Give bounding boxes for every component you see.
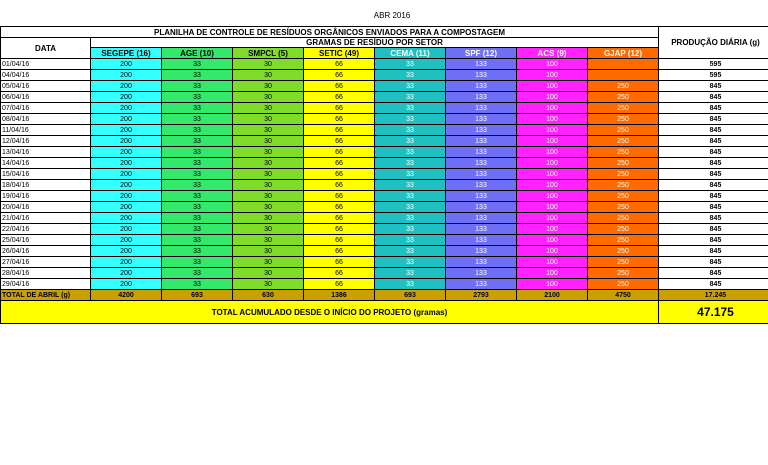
value-cell-gjap: 250 [588,169,659,180]
value-cell-age: 33 [162,136,233,147]
value-cell-setic: 66 [304,158,375,169]
value-cell-acs: 100 [517,257,588,268]
value-cell-acs: 100 [517,147,588,158]
value-cell-gjap: 250 [588,103,659,114]
table-row [1,92,768,103]
value-cell-acs: 100 [517,125,588,136]
value-cell-spf: 133 [446,158,517,169]
value-cell-setic: 66 [304,136,375,147]
value-cell-gjap: 250 [588,279,659,290]
value-cell-smpcl: 30 [233,257,304,268]
value-cell-smpcl: 30 [233,70,304,81]
value-cell-cema: 33 [375,92,446,103]
value-cell-gjap: 250 [588,202,659,213]
daily-production-cell: 845 [659,202,768,213]
value-cell-gjap: 250 [588,180,659,191]
total-age: 693 [162,290,233,301]
value-cell-smpcl: 30 [233,180,304,191]
total-daily: 17.245 [659,290,768,301]
value-cell-cema: 33 [375,213,446,224]
accumulated-value: 47.175 [659,301,768,324]
value-cell-gjap: 250 [588,246,659,257]
sheet-title: PLANILHA DE CONTROLE DE RESÍDUOS ORGÂNICOS ENVIADOS PARA A COMPOSTAGEM [1,27,659,38]
daily-production-cell: 845 [659,81,768,92]
daily-production-cell: 845 [659,103,768,114]
value-cell-cema: 33 [375,257,446,268]
value-cell-setic: 66 [304,246,375,257]
value-cell-setic: 66 [304,224,375,235]
table-row [1,125,768,136]
value-cell-acs: 100 [517,114,588,125]
value-cell-segepe: 200 [91,257,162,268]
value-cell-spf: 133 [446,169,517,180]
value-cell-spf: 133 [446,147,517,158]
value-cell-setic: 66 [304,147,375,158]
daily-production-cell: 845 [659,158,768,169]
date-cell: 13/04/16 [1,147,91,158]
value-cell-acs: 100 [517,224,588,235]
value-cell-segepe: 200 [91,246,162,257]
date-cell: 01/04/16 [1,59,91,70]
value-cell-age: 33 [162,180,233,191]
value-cell-smpcl: 30 [233,114,304,125]
value-cell-cema: 33 [375,158,446,169]
value-cell-gjap: 250 [588,235,659,246]
value-cell-setic: 66 [304,103,375,114]
date-cell: 26/04/16 [1,246,91,257]
value-cell-cema: 33 [375,180,446,191]
value-cell-age: 33 [162,257,233,268]
table-row [1,81,768,92]
value-cell-cema: 33 [375,169,446,180]
value-cell-spf: 133 [446,213,517,224]
daily-production-cell: 845 [659,279,768,290]
value-cell-cema: 33 [375,191,446,202]
table-row [1,169,768,180]
value-cell-spf: 133 [446,202,517,213]
value-cell-spf: 133 [446,191,517,202]
sector-header-age: AGE (10) [162,48,233,59]
daily-production-cell: 845 [659,224,768,235]
daily-production-cell: 845 [659,257,768,268]
value-cell-spf: 133 [446,279,517,290]
value-cell-age: 33 [162,70,233,81]
value-cell-segepe: 200 [91,70,162,81]
value-cell-gjap: 250 [588,114,659,125]
value-cell-segepe: 200 [91,268,162,279]
value-cell-setic: 66 [304,81,375,92]
date-cell: 28/04/16 [1,268,91,279]
date-cell: 20/04/16 [1,202,91,213]
value-cell-segepe: 200 [91,136,162,147]
total-acs: 2100 [517,290,588,301]
date-cell: 06/04/16 [1,92,91,103]
value-cell-smpcl: 30 [233,125,304,136]
date-cell: 25/04/16 [1,235,91,246]
period-label: ABR 2016 [373,11,411,20]
compost-control-sheet [0,26,768,324]
value-cell-setic: 66 [304,125,375,136]
value-cell-age: 33 [162,81,233,92]
value-cell-segepe: 200 [91,125,162,136]
daily-production-cell: 845 [659,147,768,158]
sector-header-acs: ACS (9) [517,48,588,59]
value-cell-setic: 66 [304,191,375,202]
value-cell-acs: 100 [517,92,588,103]
value-cell-age: 33 [162,202,233,213]
value-cell-setic: 66 [304,92,375,103]
value-cell-gjap: 250 [588,158,659,169]
sector-header-spf: SPF (12) [446,48,517,59]
sector-header-row [1,48,768,59]
value-cell-cema: 33 [375,125,446,136]
value-cell-gjap: 250 [588,125,659,136]
value-cell-age: 33 [162,268,233,279]
value-cell-segepe: 200 [91,114,162,125]
total-cema: 693 [375,290,446,301]
value-cell-segepe: 200 [91,92,162,103]
value-cell-acs: 100 [517,279,588,290]
date-cell: 22/04/16 [1,224,91,235]
table-row [1,213,768,224]
value-cell-smpcl: 30 [233,136,304,147]
value-cell-acs: 100 [517,235,588,246]
value-cell-segepe: 200 [91,158,162,169]
value-cell-smpcl: 30 [233,246,304,257]
date-cell: 15/04/16 [1,169,91,180]
date-cell: 18/04/16 [1,180,91,191]
value-cell-gjap [588,59,659,70]
value-cell-spf: 133 [446,180,517,191]
value-cell-cema: 33 [375,235,446,246]
sector-header-segepe: SEGEPE (16) [91,48,162,59]
table-row [1,59,768,70]
value-cell-setic: 66 [304,257,375,268]
table-row [1,114,768,125]
table-row [1,235,768,246]
daily-production-cell: 845 [659,114,768,125]
total-smpcl: 630 [233,290,304,301]
value-cell-gjap: 250 [588,257,659,268]
daily-production-cell: 845 [659,180,768,191]
table-row [1,147,768,158]
value-cell-setic: 66 [304,180,375,191]
total-row [1,290,768,301]
table-row [1,158,768,169]
sector-header-cema: CEMA (11) [375,48,446,59]
total-gjap: 4750 [588,290,659,301]
value-cell-setic: 66 [304,268,375,279]
date-header: DATA [1,38,91,59]
value-cell-segepe: 200 [91,103,162,114]
table-row [1,268,768,279]
value-cell-segepe: 200 [91,59,162,70]
value-cell-spf: 133 [446,268,517,279]
value-cell-age: 33 [162,235,233,246]
date-cell: 14/04/16 [1,158,91,169]
value-cell-spf: 133 [446,59,517,70]
daily-production-cell: 845 [659,213,768,224]
value-cell-acs: 100 [517,202,588,213]
date-cell: 21/04/16 [1,213,91,224]
value-cell-cema: 33 [375,70,446,81]
daily-production-cell: 845 [659,268,768,279]
value-cell-spf: 133 [446,103,517,114]
value-cell-gjap [588,70,659,81]
daily-production-cell: 595 [659,59,768,70]
value-cell-setic: 66 [304,235,375,246]
value-cell-segepe: 200 [91,224,162,235]
value-cell-smpcl: 30 [233,158,304,169]
accumulated-label: TOTAL ACUMULADO DESDE O INÍCIO DO PROJETO (gramas) [1,301,659,324]
value-cell-acs: 100 [517,169,588,180]
value-cell-smpcl: 30 [233,224,304,235]
value-cell-acs: 100 [517,158,588,169]
value-cell-acs: 100 [517,191,588,202]
daily-production-cell: 845 [659,169,768,180]
value-cell-gjap: 250 [588,224,659,235]
value-cell-segepe: 200 [91,81,162,92]
table-row [1,202,768,213]
value-cell-spf: 133 [446,125,517,136]
daily-production-header: PRODUÇÃO DIÁRIA (g) [659,27,768,59]
value-cell-setic: 66 [304,213,375,224]
date-cell: 29/04/16 [1,279,91,290]
value-cell-spf: 133 [446,81,517,92]
value-cell-age: 33 [162,92,233,103]
value-cell-cema: 33 [375,224,446,235]
value-cell-age: 33 [162,246,233,257]
daily-production-cell: 845 [659,191,768,202]
date-cell: 27/04/16 [1,257,91,268]
table-row [1,279,768,290]
value-cell-smpcl: 30 [233,169,304,180]
value-cell-cema: 33 [375,136,446,147]
value-cell-acs: 100 [517,103,588,114]
value-cell-smpcl: 30 [233,279,304,290]
value-cell-cema: 33 [375,268,446,279]
value-cell-age: 33 [162,224,233,235]
value-cell-acs: 100 [517,213,588,224]
value-cell-segepe: 200 [91,169,162,180]
value-cell-smpcl: 30 [233,59,304,70]
daily-production-cell: 845 [659,246,768,257]
daily-production-cell: 595 [659,70,768,81]
value-cell-acs: 100 [517,180,588,191]
value-cell-smpcl: 30 [233,268,304,279]
value-cell-spf: 133 [446,70,517,81]
table-row [1,257,768,268]
value-cell-acs: 100 [517,136,588,147]
value-cell-age: 33 [162,114,233,125]
value-cell-segepe: 200 [91,202,162,213]
value-cell-age: 33 [162,103,233,114]
daily-production-cell: 845 [659,235,768,246]
value-cell-segepe: 200 [91,213,162,224]
value-cell-acs: 100 [517,81,588,92]
value-cell-setic: 66 [304,114,375,125]
value-cell-acs: 100 [517,59,588,70]
value-cell-setic: 66 [304,202,375,213]
value-cell-cema: 33 [375,246,446,257]
value-cell-acs: 100 [517,246,588,257]
value-cell-segepe: 200 [91,191,162,202]
total-label: TOTAL DE ABRIL (g) [1,290,91,301]
value-cell-gjap: 250 [588,268,659,279]
sector-header-setic: SETIC (49) [304,48,375,59]
value-cell-setic: 66 [304,169,375,180]
value-cell-smpcl: 30 [233,235,304,246]
value-cell-gjap: 250 [588,92,659,103]
total-setic: 1386 [304,290,375,301]
table-row [1,70,768,81]
value-cell-acs: 100 [517,70,588,81]
date-cell: 08/04/16 [1,114,91,125]
value-cell-smpcl: 30 [233,202,304,213]
daily-production-cell: 845 [659,125,768,136]
value-cell-spf: 133 [446,92,517,103]
value-cell-smpcl: 30 [233,147,304,158]
value-cell-spf: 133 [446,136,517,147]
value-cell-smpcl: 30 [233,92,304,103]
value-cell-cema: 33 [375,114,446,125]
accumulated-row [1,301,768,324]
value-cell-setic: 66 [304,59,375,70]
value-cell-setic: 66 [304,70,375,81]
table-row [1,246,768,257]
table-row [1,224,768,235]
date-cell: 12/04/16 [1,136,91,147]
value-cell-spf: 133 [446,257,517,268]
table-row [1,103,768,114]
date-cell: 19/04/16 [1,191,91,202]
table-row [1,180,768,191]
date-cell: 11/04/16 [1,125,91,136]
grams-by-sector-header: GRAMAS DE RESÍDUO POR SETOR [91,38,659,48]
sector-header-smpcl: SMPCL (5) [233,48,304,59]
daily-production-cell: 845 [659,92,768,103]
value-cell-gjap: 250 [588,213,659,224]
value-cell-age: 33 [162,279,233,290]
value-cell-acs: 100 [517,268,588,279]
value-cell-cema: 33 [375,103,446,114]
value-cell-segepe: 200 [91,279,162,290]
value-cell-cema: 33 [375,279,446,290]
value-cell-cema: 33 [375,81,446,92]
value-cell-smpcl: 30 [233,213,304,224]
value-cell-smpcl: 30 [233,103,304,114]
date-cell: 04/04/16 [1,70,91,81]
value-cell-age: 33 [162,158,233,169]
total-spf: 2793 [446,290,517,301]
value-cell-spf: 133 [446,224,517,235]
value-cell-age: 33 [162,191,233,202]
value-cell-smpcl: 30 [233,81,304,92]
value-cell-segepe: 200 [91,147,162,158]
value-cell-cema: 33 [375,59,446,70]
value-cell-age: 33 [162,147,233,158]
daily-production-cell: 845 [659,136,768,147]
value-cell-age: 33 [162,169,233,180]
value-cell-cema: 33 [375,202,446,213]
value-cell-gjap: 250 [588,191,659,202]
date-cell: 07/04/16 [1,103,91,114]
value-cell-segepe: 200 [91,235,162,246]
sector-header-gjap: GJAP (12) [588,48,659,59]
value-cell-spf: 133 [446,246,517,257]
value-cell-age: 33 [162,213,233,224]
table-row [1,136,768,147]
value-cell-segepe: 200 [91,180,162,191]
value-cell-age: 33 [162,59,233,70]
value-cell-age: 33 [162,125,233,136]
date-cell: 05/04/16 [1,81,91,92]
value-cell-gjap: 250 [588,136,659,147]
value-cell-cema: 33 [375,147,446,158]
value-cell-setic: 66 [304,279,375,290]
value-cell-gjap: 250 [588,81,659,92]
value-cell-smpcl: 30 [233,191,304,202]
table-row [1,191,768,202]
value-cell-spf: 133 [446,235,517,246]
total-segepe: 4200 [91,290,162,301]
value-cell-spf: 133 [446,114,517,125]
value-cell-gjap: 250 [588,147,659,158]
